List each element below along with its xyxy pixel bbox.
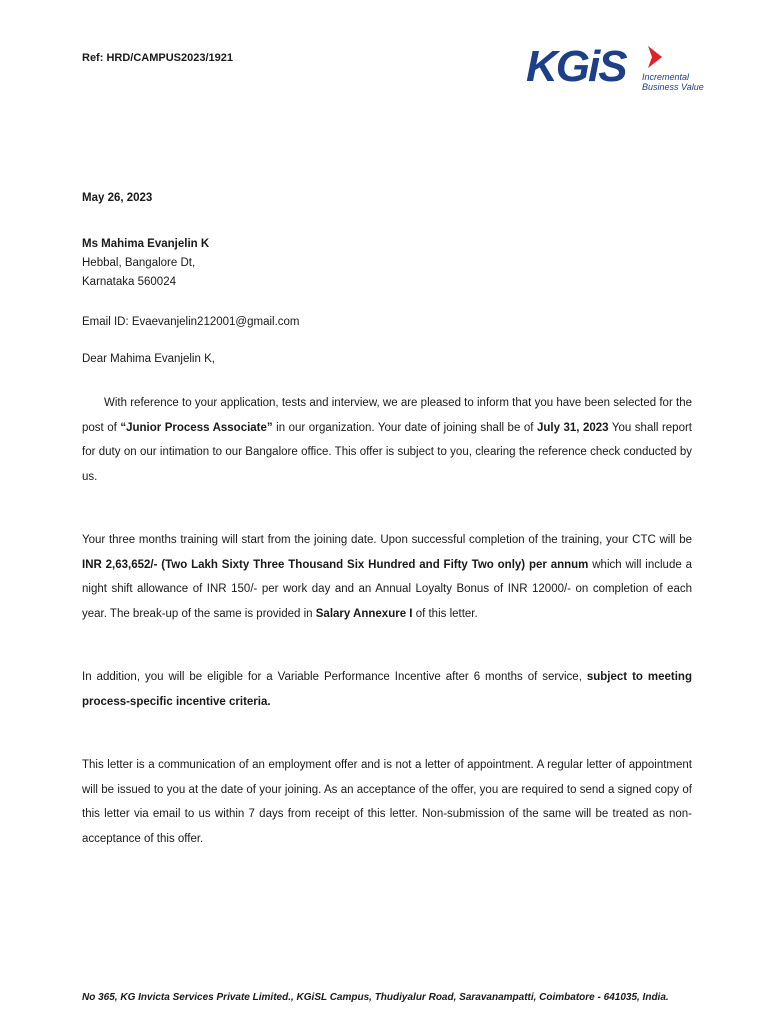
job-title: “Junior Process Associate” bbox=[120, 421, 273, 434]
paragraph-incentive bbox=[82, 665, 692, 714]
ctc-amount: INR 2,63,652/- (Two Lakh Sixty Three Thousand Six Hundred and Fifty Two only) per annum bbox=[82, 558, 589, 571]
p1-text-c: in our organization. Your date of joining shall be of bbox=[272, 421, 537, 434]
recipient-email: Email ID: Evaevanjelin212001@gmail.com bbox=[82, 316, 300, 328]
paragraph-acceptance: This letter is a communication of an employment offer and is not a letter of appointment. A regular letter of appointment will be issued to you at the date of your joining. As an acceptance of the offer, you are required to send a signed copy of this letter via email to us within 7 days from receipt of this letter. Non-submission of the same will be treated as non-acceptance of this offer. bbox=[82, 759, 692, 845]
footer-address: No 365, KG Invicta Services Private Limited., KGiSL Campus, Thudiyalur Road, Saravanampatti, Coimbatore - 641035, India. bbox=[82, 992, 669, 1003]
recipient-address-line-1: Hebbal, Bangalore Dt, bbox=[82, 257, 196, 269]
paragraph-compensation bbox=[82, 528, 692, 626]
p2-text-c: which will include a night shift allowance of INR 150/- per work day and an Annual Loyalty Bonus of INR 12000/- on completion of each year. The break-up of the same is provided in bbox=[82, 558, 692, 620]
recipient-name: Ms Mahima Evanjelin K bbox=[82, 238, 210, 250]
p1-text-a: With reference to your application, tests and interview, we are pleased to inform that you have been selected for the post of bbox=[82, 397, 692, 434]
reference-number: Ref: HRD/CAMPUS2023/1921 bbox=[82, 52, 233, 64]
p1-text-e: You shall report for duty on our intimation to our Bangalore office. This offer is subject to you, clearing the reference check conducted by us. bbox=[82, 421, 692, 483]
incentive-condition: subject to meeting process-specific incentive criteria. bbox=[82, 671, 692, 708]
logo-arrow-icon bbox=[648, 46, 662, 68]
salary-annexure: Salary Annexure I bbox=[315, 607, 413, 620]
salutation: Dear Mahima Evanjelin K, bbox=[82, 353, 215, 365]
recipient-block bbox=[82, 235, 692, 292]
logo-tagline bbox=[642, 72, 704, 92]
logo-tagline-line-2: Business Value bbox=[642, 82, 704, 92]
company-logo bbox=[526, 44, 706, 96]
paragraph-selection bbox=[82, 391, 692, 489]
p3-text-a: In addition, you will be eligible for a Variable Performance Incentive after 6 months of service, bbox=[82, 671, 587, 683]
logo-tagline-line-1: Incremental bbox=[642, 72, 690, 82]
letter-date: May 26, 2023 bbox=[82, 192, 153, 204]
joining-date: July 31, 2023 bbox=[536, 421, 609, 434]
recipient-address-line-2: Karnataka 560024 bbox=[82, 276, 176, 288]
p2-text-e: of this letter. bbox=[412, 607, 478, 620]
p2-text-a: Your three months training will start from the joining date. Upon successful completion of the training, your CTC will be bbox=[82, 534, 692, 546]
logo-wordmark: KGiS bbox=[526, 42, 626, 91]
